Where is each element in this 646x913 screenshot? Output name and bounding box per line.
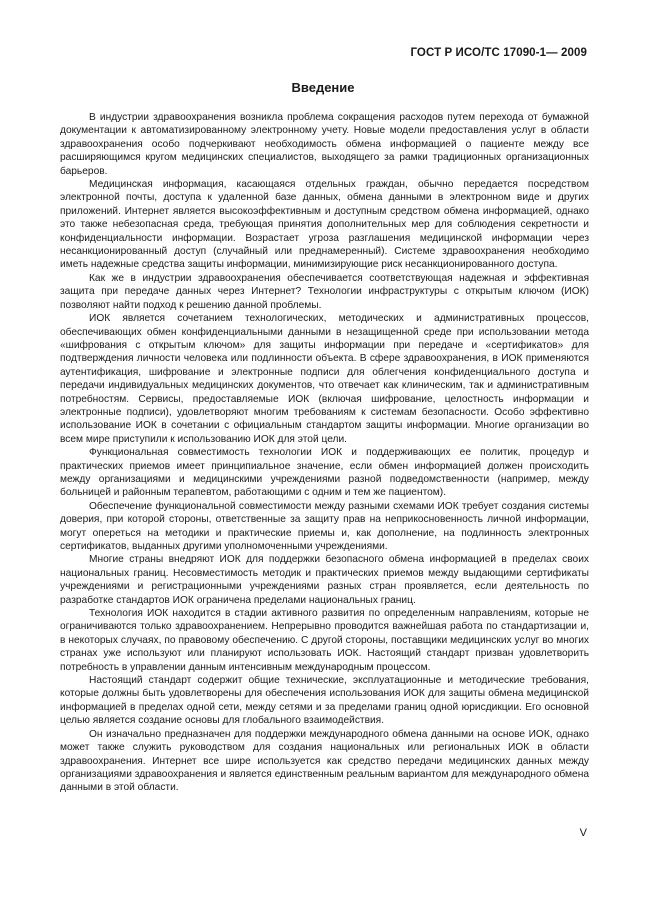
paragraph: Медицинская информация, касающаяся отдельных граждан, обычно передается посредством электронной почты, доступа к удаленной базе данных, обмена данными в электронном виде и других приложений. Интернет является высокоэффективным и доступным средством обмена информацией, однако это также небезопасная среда, требующая принятия дополнительных мер для соблюдения секретности и конфиденциальности информации. Возрастает угроза разглашения медицинской информации через несанкционированный доступ (случайный или преднамеренный). Системе здравоохранения необходимо иметь надежные средства защиты информации, минимизирующие риск несанкционированного доступа. <box>60 179 589 271</box>
page-number: V <box>579 827 587 839</box>
paragraph: Многие страны внедряют ИОК для поддержки безопасного обмена информацией в пределах своих национальных границ. Несовместимость методик и практических приемов между выдающими сертификаты учреждениями и регистрационными учреждениями разных стран проявляется, если деятельность по разработке стандартов ИОК ограничена пределами национальных границ. <box>60 554 589 606</box>
paragraph: Обеспечение функциональной совместимости между разными схемами ИОК требует создания системы доверия, при которой стороны, ответственные за защиту прав на неприкосновенность личной информации, могут опереться на методики и практические приемы и, как дополнение, на подлинность электронных сертификатов, выданных другими уполномоченными учреждениями. <box>60 500 589 552</box>
paragraph: Технология ИОК находится в стадии активного развития по определенным направлениям, которые не ограничиваются только здравоохранением. Непрерывно проводится важнейшая работа по стандартизации и, в некоторых случаях, по правовому обеспечению. С другой стороны, поставщики медицинских услуг во многих странах уже используют или планируют использовать ИОК. Настоящий стандарт призван удовлетворить потребность в управлении данным интенсивным международным процессом. <box>60 608 589 673</box>
paragraph: Настоящий стандарт содержит общие технические, эксплуатационные и методические требования, которые должны быть удовлетворены для обеспечения использования ИОК для защиты обмена медицинской информацией в пределах одной сети, между сетями и за пределами границ одной юрисдикции. Его основной целью является создание основы для глобального взаимодействия. <box>60 675 589 727</box>
paragraph: В индустрии здравоохранения возникла проблема сокращения расходов путем перехода от бумажной документации к автоматизированному электронному учету. Новые модели предоставления услуг в области здравоохранения особо подчеркивают необходимость обмена информацией о пациенте между все расширяющимся кругом медицинских специалистов, выходящего за рамки традиционных организационных барьеров. <box>60 112 589 177</box>
paragraph: Он изначально предназначен для поддержки международного обмена данными на основе ИОК, однако может также служить руководством для создания национальных или региональных ИОК в области здравоохранения. Интернет все шире используется как средство передачи медицинских данных между организациями здравоохранения и является единственным реальным вариантом для международного обмена данными в этой области. <box>60 728 589 794</box>
paragraph: Как же в индустрии здравоохранения обеспечивается соответствующая надежная и эффективная защита при передаче данных через Интернет? Технологии инфраструктуры с открытым ключом (ИОК) позволяют найти подход к решению данной проблемы. <box>60 272 589 311</box>
section-title: Введение <box>291 80 355 95</box>
document-body <box>60 111 589 795</box>
standard-designation: ГОСТ Р ИСО/ТС 17090-1— 2009 <box>410 47 587 59</box>
paragraph: ИОК является сочетанием технологических, методических и административных процессов, обеспечивающих обмен конфиденциальными данными в незащищенной среде при использовании метода «шифрования с открытым ключом» для защиты информации при передаче и «сертификатов» для подтверждения личности человека или подлинности объекта. В сфере здравоохранения, в ИОК применяются аутентификация, шифрование и электронные подписи для облегчения конфиденциального доступа и передачи индивидуальных медицинских документов, что отвечает как клиническим, так и административным потребностям. Сервисы, предоставляемые ИОК (включая шифрование, целостность информации и электронные подписи), удовлетворяют многим требованиям к системам безопасности. Особо эффективно использование ИОК в сочетании с официальным стандартом защиты информации. Многие организации во всем мире приступили к использованию ИОК для этой цели. <box>60 313 589 445</box>
paragraph: Функциональная совместимость технологии ИОК и поддерживающих ее политик, процедур и практических приемов имеет принципиальное значение, если обмен информацией должен происходить между организациями и медицинскими учреждениями разной подведомственности (например, между больницей и районным терапевтом, работающими с одним и тем же пациентом). <box>60 447 589 499</box>
